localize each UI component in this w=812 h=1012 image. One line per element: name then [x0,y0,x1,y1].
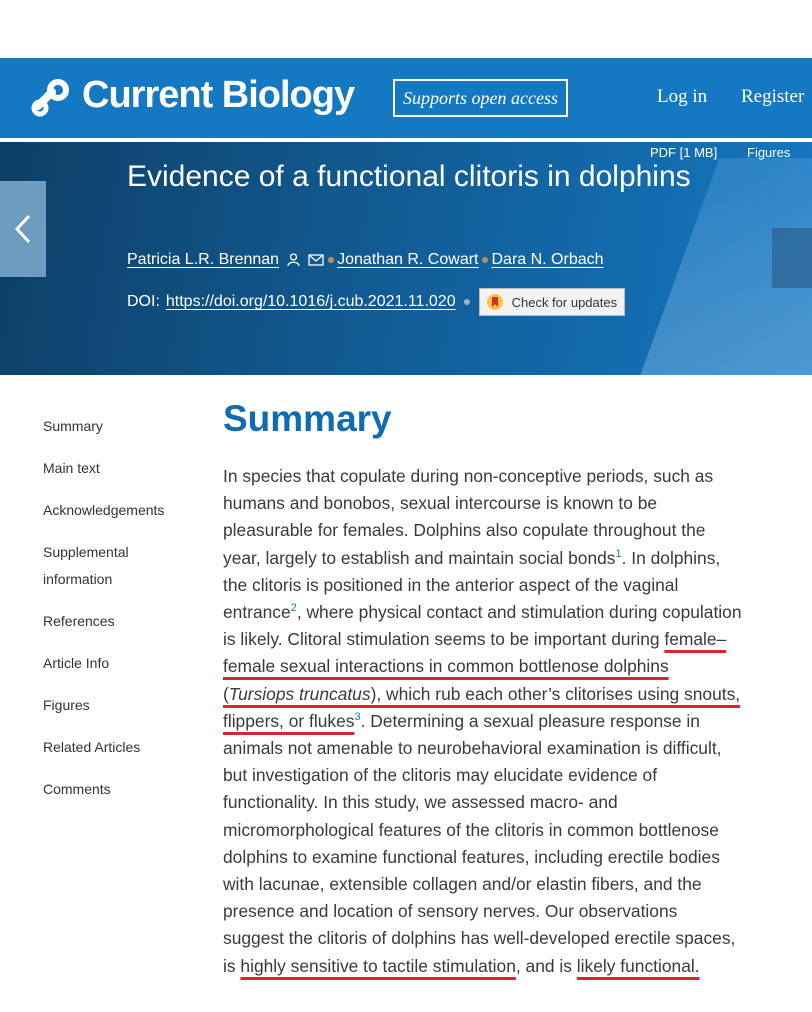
article-hero [0,138,812,375]
open-access-badge[interactable]: Supports open access [393,79,568,117]
separator-dot [482,257,488,263]
separator-dot [328,257,334,263]
abstract-text: . Determining a sexual pleasure response in animals not amenable to neurobehavioral examination is difficult, but investigation of the clitoris may elucidate evidence of functionality. In this study, we assessed macro- and micromorphological features of the clitoris in common bottlenose dolphins to examine functional features, including erectile bodies with lacunae, extensible collagen and/or elastin fibers, and the presence and location of sensory nerves. Our observations suggest the clitoris of dolphins has well-developed erectile spaces, is [223,710,736,976]
abstract-text: . In dolphins, the clitoris is positioned in the anterior aspect of the vaginal entrance [223,547,721,623]
abstract-text: In species that copulate during non-conceptive periods, such as humans and bonobos, sexual intercourse is known to be pleasurable for females. Dolphins also copulate throughout the year, largely to establish and maintain social bonds [223,466,714,568]
reference-link[interactable]: 3 [354,711,361,724]
chevron-left-icon [13,213,33,245]
site-logo-text[interactable]: Current Biology [82,74,355,116]
hero-divider [0,138,812,142]
highlighted-text: highly sensitive to tactile stimulation [240,955,516,976]
sidebar-item-figures[interactable]: Figures [43,697,90,713]
highlighted-text: likely functional. [576,955,700,976]
hero-decoration-shadow [772,228,812,288]
top-whitespace [0,0,812,58]
sidebar-item-related-articles[interactable]: Related Articles [43,739,141,755]
author-link[interactable]: Dara N. Orbach [491,251,604,268]
person-icon[interactable] [287,253,300,267]
sidebar-item-summary[interactable]: Summary [43,418,103,434]
previous-article-button[interactable] [0,181,46,277]
login-link[interactable]: Log in [657,86,708,107]
sidebar-item-comments[interactable]: Comments [43,781,111,797]
site-header [0,58,812,138]
figures-link[interactable]: Figures [747,145,791,160]
doi-label: DOI: [127,293,160,310]
article-sidebar-nav [43,413,193,818]
article-title: Evidence of a functional clitoris in dolphins [127,160,691,193]
separator-dot [464,299,470,305]
summary-abstract [223,463,743,980]
register-link[interactable]: Register [741,86,805,107]
highlight-part: ), which rub each other’s clitorises using snouts, flippers, or flukes [223,683,741,731]
reference-link[interactable]: 1 [615,547,622,560]
sidebar-item-references[interactable]: References [43,613,115,629]
sidebar-item-supplemental-information[interactable]: Supplemental information [43,544,129,587]
summary-heading: Summary [223,398,392,439]
check-for-updates-button[interactable] [479,288,625,316]
reference-link[interactable]: 2 [290,602,297,615]
doi-row [127,288,625,316]
pdf-download-link[interactable]: PDF [1 MB] [650,145,718,160]
current-biology-logo-icon[interactable] [30,78,70,118]
author-list [127,251,604,269]
abstract-text: , and is [515,955,577,976]
species-name: Tursiops truncatus [228,683,371,704]
check-for-updates-label: Check for updates [511,294,618,310]
doi-link[interactable]: https://doi.org/10.1016/j.cub.2021.11.020 [165,293,456,310]
highlight-part: female–female sexual interactions in common bottlenose dolphins ( [223,629,727,704]
author-link[interactable]: Jonathan R. Cowart [337,251,479,268]
sidebar-item-article-info[interactable]: Article Info [43,655,110,671]
crossmark-icon [486,293,504,311]
sidebar-item-main-text[interactable]: Main text [43,460,100,476]
sidebar-item-acknowledgements[interactable]: Acknowledgements [43,502,165,518]
abstract-text: , where physical contact and stimulation during copulation is likely. Clitoral stimulation seems to be important during [223,602,742,650]
author-link[interactable]: Patricia L.R. Brennan [127,251,280,268]
email-icon[interactable] [308,254,324,266]
